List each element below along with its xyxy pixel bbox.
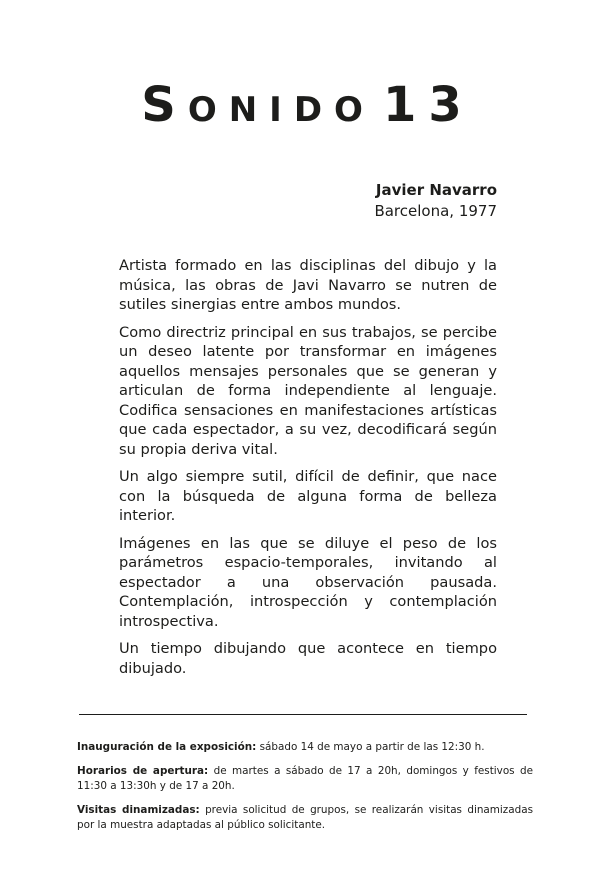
exhibition-info [77, 740, 533, 842]
page-title [0, 78, 615, 137]
info-label: Inauguración de la exposición: [77, 741, 257, 753]
info-visits [77, 803, 533, 834]
artist-statement [119, 256, 497, 686]
info-text: de martes a sábado de 17 a 20h, domingos y festivos de 11:30 a 13:30h y de 17 a 20h. [77, 764, 534, 792]
info-hours [77, 764, 533, 795]
author-name: Javier Navarro [375, 181, 497, 199]
info-label: Visitas dinamizadas: [77, 803, 200, 816]
info-opening [77, 740, 533, 756]
statement-paragraph: Artista formado en las disciplinas del dibujo y la música, las obras de Javi Navarro se nutren de sutiles sinergias entre ambos mundos. [119, 257, 497, 313]
author-origin: Barcelona, 1977 [374, 202, 497, 220]
info-text: previa solicitud de grupos, se realizarán visitas dinamizadas por la muestra adaptadas al público solicitante. [77, 803, 534, 831]
statement-paragraph: Un tiempo dibujando que acontece en tiempo dibujado. [119, 640, 497, 677]
author-block [374, 180, 497, 222]
statement-paragraph: Imágenes en las que se diluye el peso de los parámetros espacio-temporales, invitando al espectador a una observación pausada. Contemplación, introspección y contemplación introspectiva. [119, 534, 497, 630]
statement-paragraph: Un algo siempre sutil, difícil de definir, que nace con la búsqueda de alguna forma de belleza interior. [119, 468, 497, 524]
info-label: Horarios de apertura: [77, 764, 209, 777]
title-number: 13 [382, 77, 474, 133]
divider [79, 714, 527, 715]
statement-paragraph: Como directriz principal en sus trabajos, se percibe un deseo latente por transformar en imágenes aquellos mensajes personales que se generan y articulan de forma independiente al lenguaje. Codifica sensaciones en manifestaciones artísticas que cada espectador, a su vez, decodificará según su propia deriva vital. [119, 323, 497, 458]
info-text: sábado 14 de mayo a partir de las 12:30 h. [259, 741, 485, 753]
title-initial: S [141, 77, 188, 133]
title-word: ONIDO [187, 90, 375, 130]
